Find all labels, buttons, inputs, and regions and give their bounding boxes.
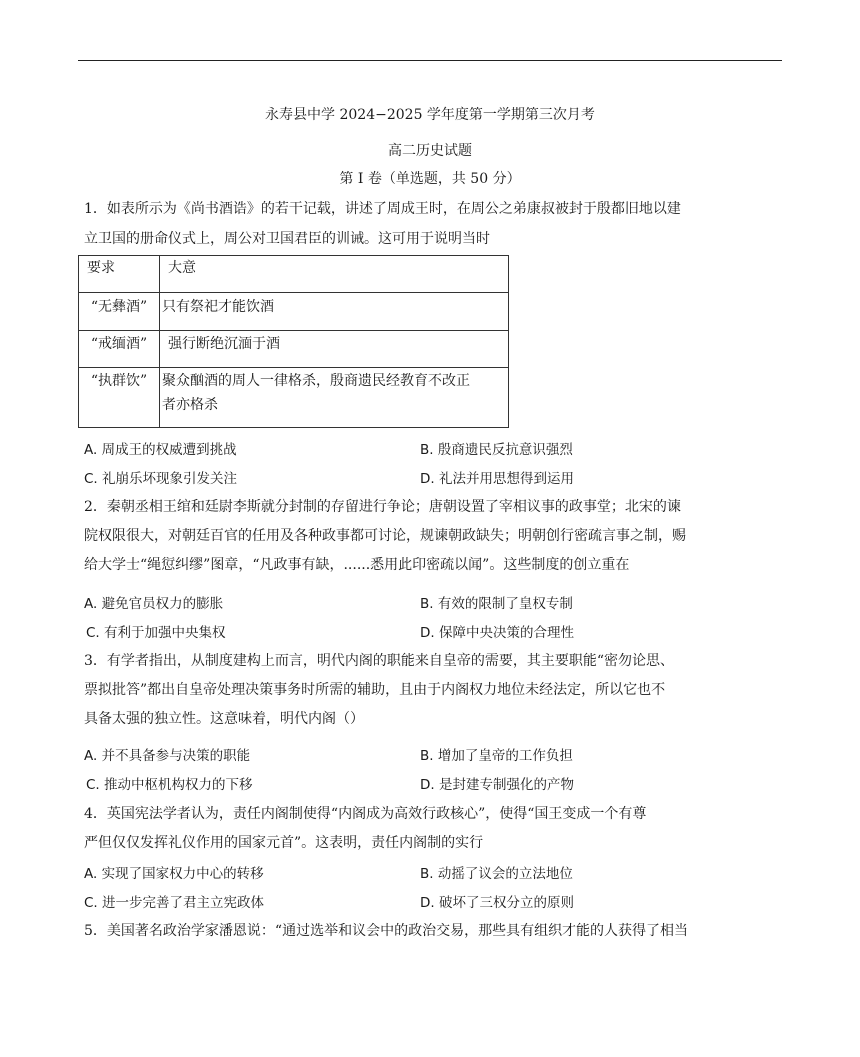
section-heading: 第 I 卷（单选题，共 50 分） [339,171,521,187]
table-cell: 只有祭祀才能饮酒 [160,293,509,331]
q2-option-d[interactable]: D. 保障中央决策的合理性 [420,625,574,641]
q1-line-2: 立卫国的册命仪式上，周公对卫国君臣的训诫。这可用于说明当时 [84,231,490,247]
q3-line-2: 票拟批答”都出自皇帝处理决策事务时所需的辅助，且由于内阁权力地位未经法定，所以它也不 [84,682,666,698]
table-row [79,331,509,368]
exam-title: 永寿县中学 2024−2025 学年度第一学期第三次月考 [265,107,595,123]
q1-option-c[interactable]: C. 礼崩乐坏现象引发关注 [84,471,238,487]
q4-line-1: 4．英国宪法学者认为，责任内阁制使得“内阁成为高效行政核心”，使得“国王变成一个有尊 [84,806,647,822]
q4-line-2: 严但仅仅发挥礼仪作用的国家元首”。这表明，责任内阁制的实行 [84,835,484,851]
q4-option-d[interactable]: D. 破坏了三权分立的原则 [420,895,574,911]
q2-option-a[interactable]: A. 避免官员权力的膨胀 [84,596,224,612]
q3-line-1: 3．有学者指出，从制度建构上而言，明代内阁的职能来自皇帝的需要，其主要职能“密勿论思、 [84,653,675,669]
table-cell: “戒缅酒” [79,331,160,368]
q2-option-b[interactable]: B. 有效的限制了皇权专制 [420,596,573,612]
q2-line-3: 给大学士“绳愆纠缪”图章，“凡政事有缺，......悉用此印密疏以闻”。这些制度的创立重在 [84,557,630,573]
table-cell: 强行断绝沉湎于酒 [160,331,509,368]
q5-line-1: 5．美国著名政治学家潘恩说：“通过选举和议会中的政治交易，那些具有组织才能的人获得了相当 [84,923,689,939]
table-header-cell: 要求 [79,256,160,293]
q3-option-a[interactable]: A. 并不具备参与决策的职能 [84,748,251,764]
q2-line-2: 院权限很大，对朝廷百官的任用及各种政事都可讨论，规谏朝政缺失；明朝创行密疏言事之制，赐 [84,528,686,544]
table-cell: “执群饮” [79,368,160,428]
table-row [79,256,509,293]
q1-option-a[interactable]: A. 周成王的权威遭到挑战 [84,442,237,458]
table-header-cell: 大意 [160,256,509,293]
q4-option-c[interactable]: C. 进一步完善了君主立宪政体 [84,895,265,911]
q2-line-1: 2．秦朝丞相王绾和廷尉李斯就分封制的存留进行争论；唐朝设置了宰相议事的政事堂；北宋的谏 [84,499,681,515]
q3-option-c[interactable]: C. 推动中枢机构权力的下移 [86,777,253,793]
table-cell: “无彝酒” [79,293,160,331]
table-row [79,293,509,331]
top-rule [78,60,782,61]
exam-subtitle: 高二历史试题 [388,143,472,159]
table-row [79,368,509,428]
q1-option-b[interactable]: B. 殷商遗民反抗意识强烈 [420,442,573,458]
q1-table [78,255,509,428]
q1-line-1: 1．如表所示为《尚书酒诰》的若干记载，讲述了周成王时，在周公之弟康叔被封于殷都旧地以建 [84,201,681,217]
table-cell: 聚众酗酒的周人一律格杀，殷商遗民经教育不改正 者亦格杀 [160,368,509,428]
q1-option-d[interactable]: D. 礼法并用思想得到运用 [420,471,574,487]
q4-option-b[interactable]: B. 动摇了议会的立法地位 [420,866,573,882]
q4-option-a[interactable]: A. 实现了国家权力中心的转移 [84,866,264,882]
q3-option-b[interactable]: B. 增加了皇帝的工作负担 [420,748,573,764]
q3-option-d[interactable]: D. 是封建专制强化的产物 [420,777,574,793]
q2-option-c[interactable]: C. 有利于加强中央集权 [86,625,226,641]
q3-line-3: 具备太强的独立性。这意味着，明代内阁（） [84,711,364,727]
